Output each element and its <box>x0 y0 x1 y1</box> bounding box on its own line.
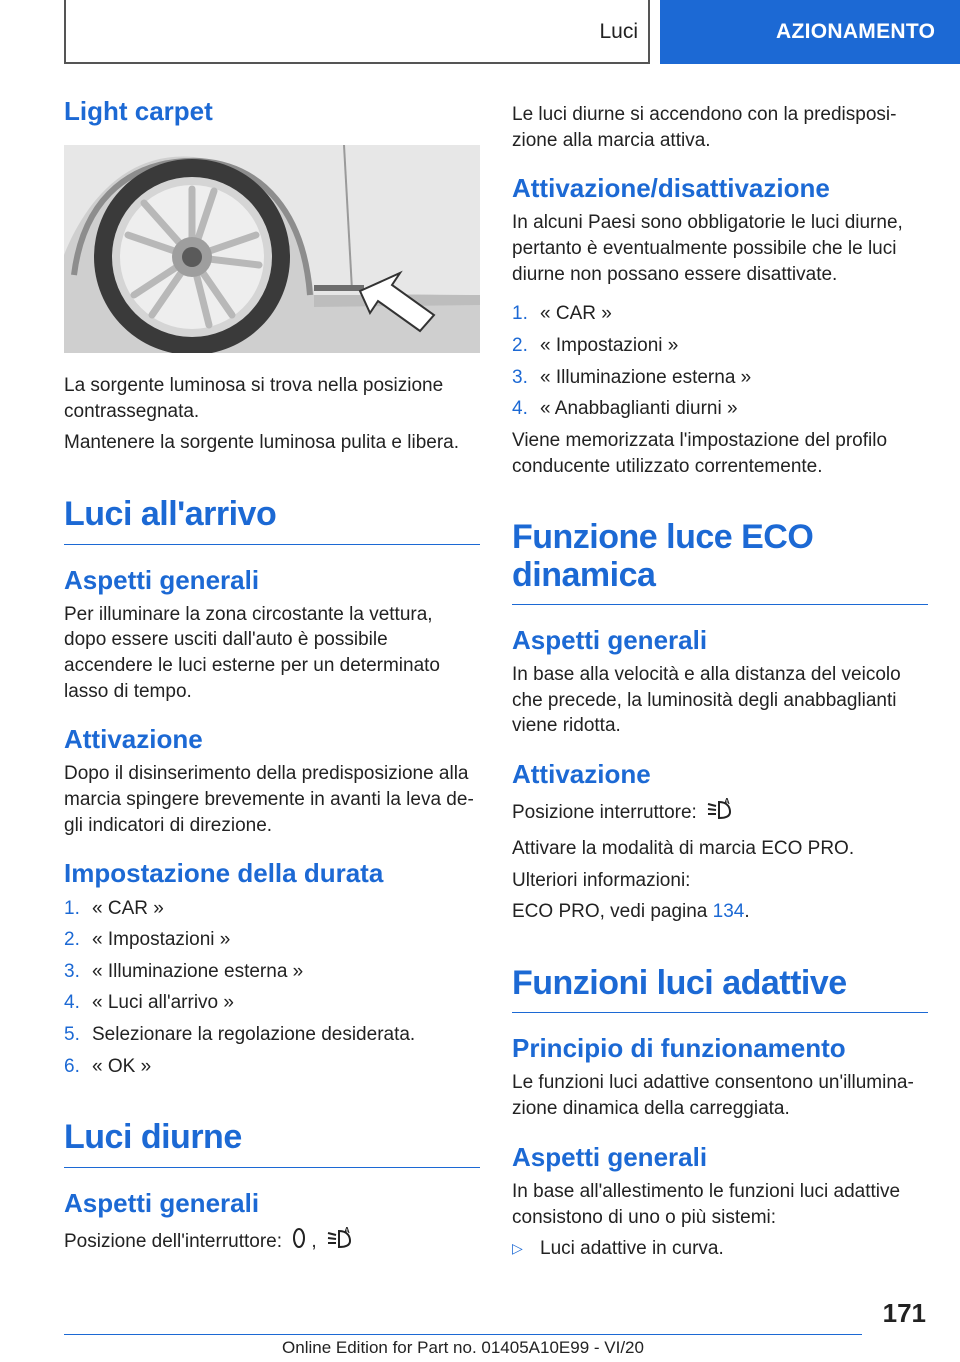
light-carpet-location-text: La sorgente luminosa si trova nella posizione contrassegnata. <box>64 375 444 422</box>
adaptive-bullet-list <box>512 1236 928 1262</box>
eco-activation-heading: Attivazione <box>512 759 651 790</box>
footer-divider <box>64 1334 862 1335</box>
principle-heading: Principio di funzionamento <box>512 1033 846 1064</box>
eco-page-reference: ECO PRO, vedi pagina 134. <box>512 901 750 923</box>
daytime-lights-heading: Luci diurne <box>64 1119 480 1167</box>
header-frame <box>64 0 650 64</box>
duration-steps-list <box>64 896 480 1080</box>
header-chapter-tab[interactable]: AZIONAMENTO <box>660 0 960 64</box>
arrival-general-text: Per illuminare la zona circostante la vettura, dopo essere usciti dall'auto è possibile accendere le luci esterne per un determinato lasso di tempo. <box>64 603 441 702</box>
list-item: ▷ Luci adattive in curva. <box>512 1236 928 1262</box>
principle-text: Le funzioni luci adattive consentono un'illumina-zione dinamica della carreggiata. <box>512 1072 914 1120</box>
light-carpet-heading: Light carpet <box>64 96 213 126</box>
list-item: 6. « OK » <box>64 1055 152 1077</box>
daytime-on-text: Le luci diurne si accendono con la predisposi-zione alla marcia attiva. <box>512 104 897 151</box>
switch-zero-icon <box>291 1226 307 1258</box>
auto-headlight-icon <box>706 796 734 830</box>
header-section-title: Luci <box>599 20 638 43</box>
duration-setting-heading: Impostazione della durata <box>64 858 384 889</box>
light-carpet-clean-text: Mantenere la sorgente luminosa pulita e libera. <box>64 432 460 454</box>
page-number: 171 <box>882 1298 926 1328</box>
eco-general-text: In base alla velocità e alla distanza del veicolo che precede, la luminosità degli anabbaglianti viene ridotta. <box>512 664 901 737</box>
left-column <box>64 96 480 1259</box>
onoff-steps-list <box>512 301 928 422</box>
light-carpet-photo <box>64 145 480 353</box>
eco-switch-position-text: Posizione interruttore: A <box>512 796 928 830</box>
eco-mode-text: Attivare la modalità di marcia ECO PRO. <box>512 837 855 859</box>
daytime-general-heading: Aspetti generali <box>64 1187 260 1218</box>
list-item: 1. « CAR » <box>64 897 164 919</box>
svg-text:A: A <box>724 797 730 807</box>
adaptive-lights-heading: Funzioni luci adattive <box>512 965 928 1013</box>
list-item: 1. « CAR » <box>512 303 612 325</box>
daytime-switch-position-text: Posizione dell'interruttore: , A <box>64 1225 480 1259</box>
list-item: 2. « Impostazioni » <box>64 929 231 951</box>
eco-general-heading: Aspetti generali <box>512 625 708 656</box>
arrival-lights-heading: Luci all'arrivo <box>64 496 480 544</box>
adaptive-general-text: In base all'allestimento le funzioni luci adattive consistono di uno o più sistemi: <box>512 1180 901 1228</box>
list-item: 3. « Illuminazione esterna » <box>64 960 304 982</box>
onoff-text: In alcuni Paesi sono obbligatorie le luci diurne, pertanto è eventualmente possibile che le luci diurne non possano essere disattivate. <box>512 212 903 285</box>
footer-edition-text: Online Edition for Part no. 01405A10E99 - VI/20 <box>282 1338 644 1357</box>
triangle-bullet-icon: ▷ <box>512 1240 523 1257</box>
list-item: 3. « Illuminazione esterna » <box>512 366 752 388</box>
list-item: 4. « Luci all'arrivo » <box>64 992 234 1014</box>
onoff-profile-text: Viene memorizzata l'impostazione del profilo conducente utilizzato correntemente. <box>512 429 888 477</box>
svg-text:A: A <box>343 1225 350 1235</box>
arrival-general-heading: Aspetti generali <box>64 564 260 595</box>
list-item: 2. « Impostazioni » <box>512 335 679 357</box>
auto-headlight-icon <box>326 1225 354 1259</box>
adaptive-general-heading: Aspetti generali <box>512 1141 708 1172</box>
arrival-activation-heading: Attivazione <box>64 724 203 755</box>
right-column <box>512 96 928 1262</box>
eco-more-info-text: Ulteriori informazioni: <box>512 869 691 891</box>
eco-light-heading: Funzione luce ECO dinamica <box>512 519 928 605</box>
car-wheel-illustration <box>64 145 480 353</box>
page-link[interactable]: 134 <box>712 901 745 923</box>
list-item: 4. « Anabbaglianti diurni » <box>512 398 738 420</box>
onoff-heading: Attivazione/disattivazione <box>512 173 830 204</box>
list-item: 5. Selezionare la regolazione desiderata. <box>64 1024 416 1046</box>
arrival-activation-text: Dopo il disinserimento della predisposizione alla marcia spingere brevemente in avanti la leva de-gli indicatori di direzione. <box>64 763 474 836</box>
